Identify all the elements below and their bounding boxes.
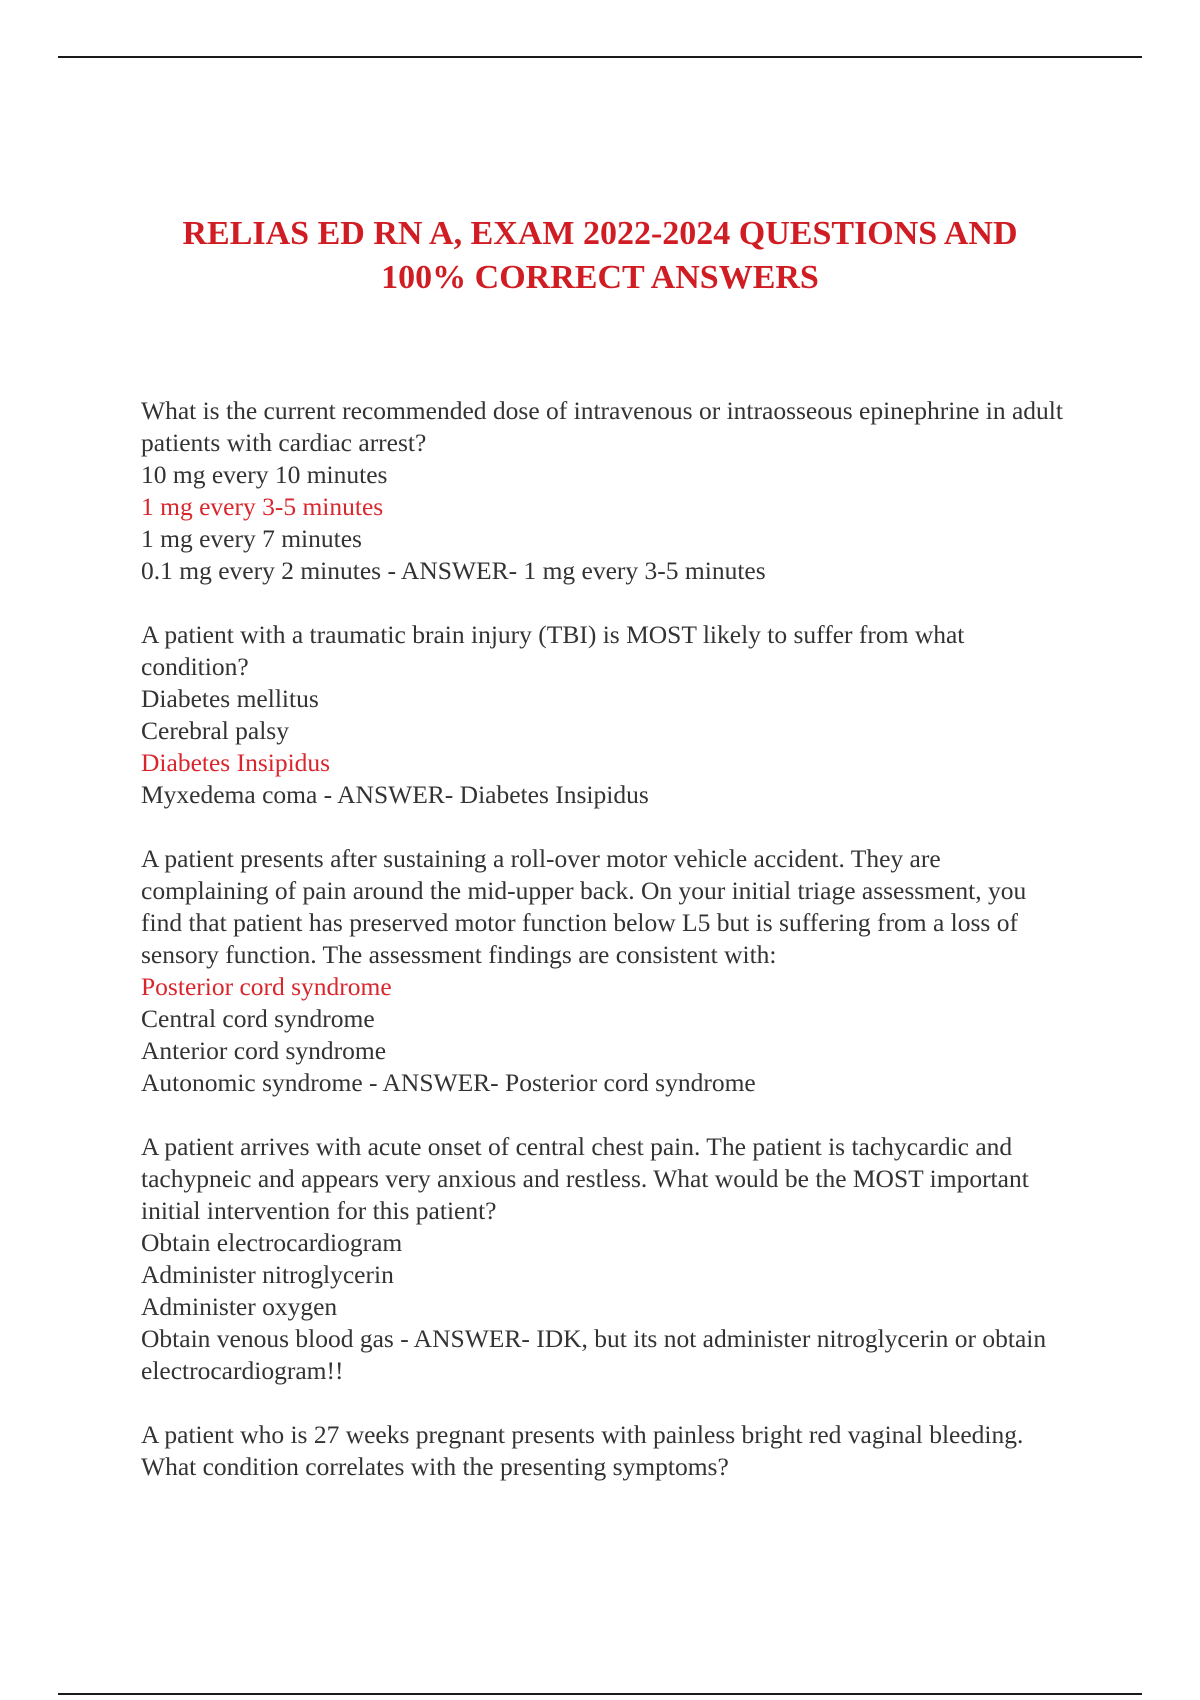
answer-option: Obtain venous blood gas - ANSWER- IDK, but its not administer nitroglycerin or obtain electrocardiogram!! xyxy=(141,1324,1047,1385)
top-rule xyxy=(58,56,1142,58)
answer-option: Central cord syndrome xyxy=(141,1004,375,1033)
answer-option: 10 mg every 10 minutes xyxy=(141,460,388,489)
question-text: A patient arrives with acute onset of central chest pain. The patient is tachycardic and tachypneic and appears very anxious and restless. What would be the MOST important initial intervention for this patient? xyxy=(141,1132,1029,1225)
question-text: What is the current recommended dose of intravenous or intraosseous epinephrine in adult patients with cardiac arrest? xyxy=(141,396,1063,457)
question-block xyxy=(141,395,1071,587)
question-block xyxy=(141,1131,1071,1387)
title-line-2: 100% CORRECT ANSWERS xyxy=(381,259,819,296)
document-title xyxy=(130,212,1070,300)
answer-option: Administer oxygen xyxy=(141,1292,338,1321)
answer-option: 1 mg every 7 minutes xyxy=(141,524,362,553)
highlighted-answer-option: Diabetes Insipidus xyxy=(141,748,331,777)
answer-option: Myxedema coma - ANSWER- Diabetes Insipidus xyxy=(141,780,649,809)
question-block xyxy=(141,619,1071,811)
question-list xyxy=(141,395,1071,1515)
answer-option: Anterior cord syndrome xyxy=(141,1036,387,1065)
answer-option: Obtain electrocardiogram xyxy=(141,1228,403,1257)
question-text: A patient presents after sustaining a roll-over motor vehicle accident. They are complaining of pain around the mid-upper back. On your initial triage assessment, you find that patient has preserved motor function below L5 but is suffering from a loss of sensory function. The assessment findings are consistent with: xyxy=(141,844,1027,969)
answer-option: 0.1 mg every 2 minutes - ANSWER- 1 mg every 3-5 minutes xyxy=(141,556,766,585)
answer-option: Administer nitroglycerin xyxy=(141,1260,394,1289)
question-block xyxy=(141,1419,1071,1483)
question-block xyxy=(141,843,1071,1099)
answer-option: Cerebral palsy xyxy=(141,716,289,745)
answer-option: Autonomic syndrome - ANSWER- Posterior cord syndrome xyxy=(141,1068,756,1097)
question-text: A patient who is 27 weeks pregnant presents with painless bright red vaginal bleeding. What condition correlates with the presenting symptoms? xyxy=(141,1420,1024,1481)
highlighted-answer-option: Posterior cord syndrome xyxy=(141,972,392,1001)
title-line-1: RELIAS ED RN A, EXAM 2022-2024 QUESTIONS AND xyxy=(182,215,1018,252)
question-text: A patient with a traumatic brain injury (TBI) is MOST likely to suffer from what condition? xyxy=(141,620,965,681)
highlighted-answer-option: 1 mg every 3-5 minutes xyxy=(141,492,384,521)
bottom-rule xyxy=(58,1693,1142,1695)
answer-option: Diabetes mellitus xyxy=(141,684,319,713)
